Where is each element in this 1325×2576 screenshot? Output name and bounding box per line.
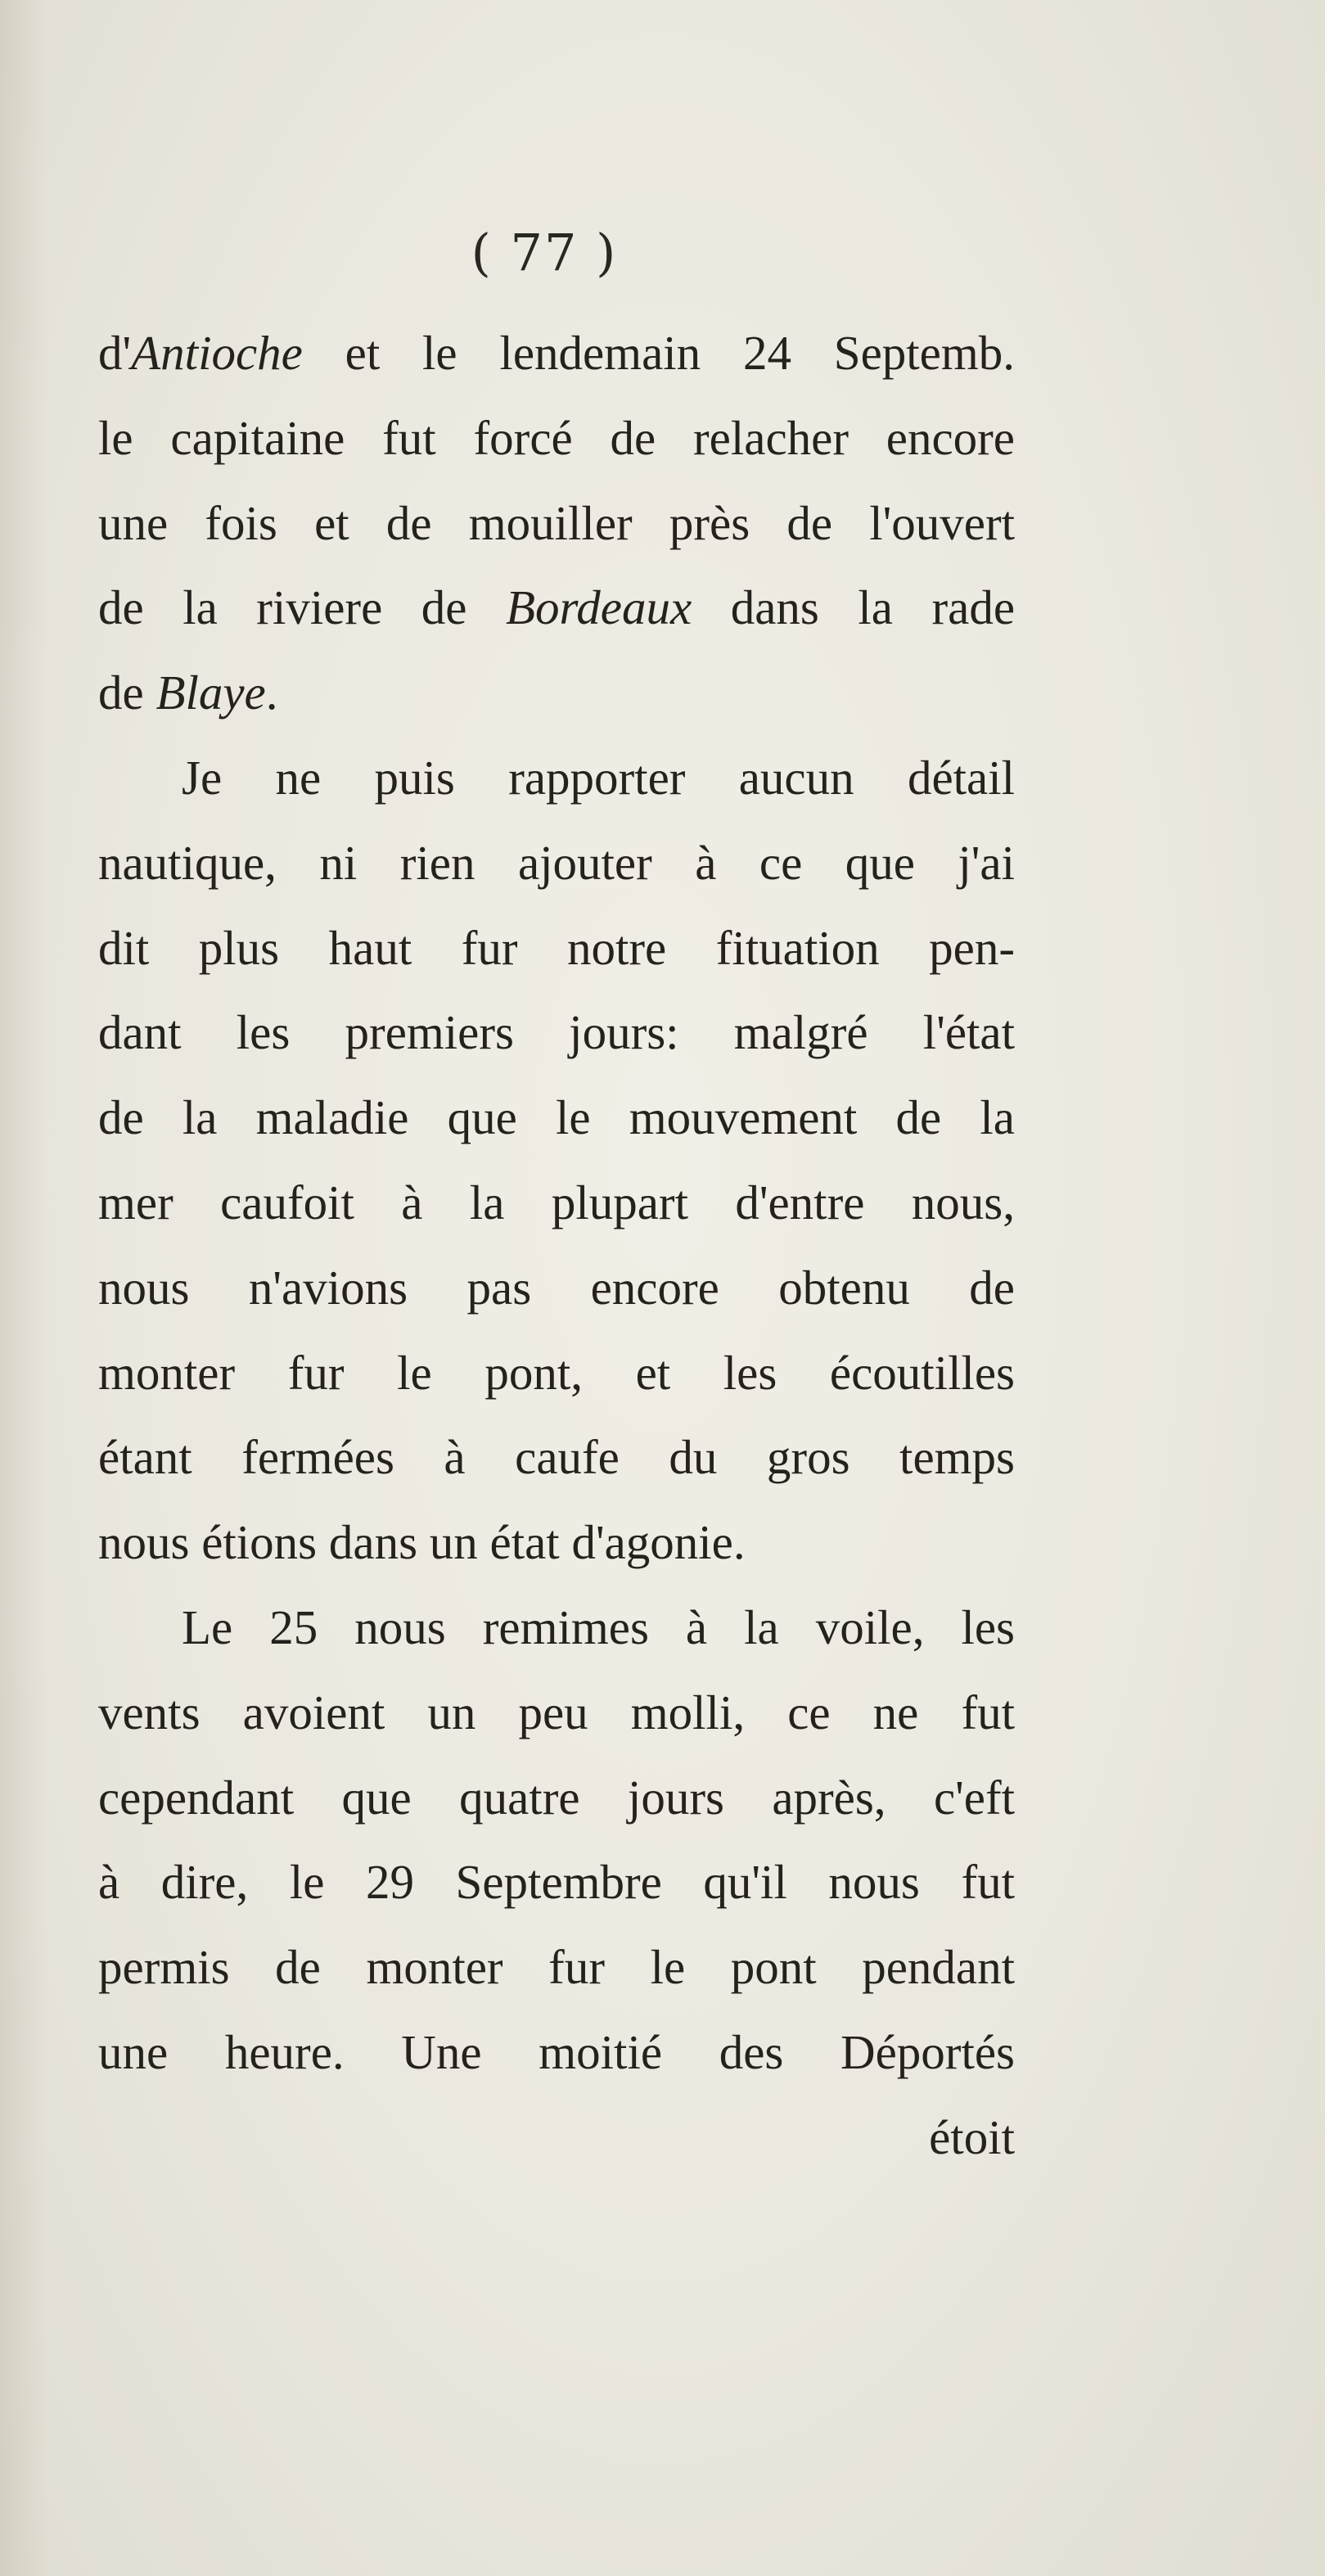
text-line-10: de la maladie que le mouvement de la (98, 1090, 1015, 1145)
text-line-6: Je ne puis rapporter aucun détail (182, 750, 1015, 805)
text-line-9: dant les premiers jours: malgré l'état (98, 1005, 1015, 1060)
text-line-20: permis de monter fur le pont pendant (98, 1940, 1015, 1995)
text-line-13: monter fur le pont, et les écoutilles (98, 1345, 1015, 1400)
text-line-2: le capitaine fut forcé de relacher encore (98, 410, 1015, 465)
text-line-19: à dire, le 29 Septembre qu'il nous fut (98, 1855, 1015, 1910)
text-line-3: une fois et de mouiller près de l'ouvert (98, 495, 1015, 550)
body-text (98, 311, 1015, 2181)
text-line-12: nous n'avions pas encore obtenu de (98, 1260, 1015, 1315)
text-line-14: étant fermées à caufe du gros temps (98, 1430, 1015, 1485)
text-line-15: nous étions dans un état d'agonie. (98, 1515, 746, 1570)
catchword: étoit (929, 2109, 1015, 2164)
text-line-21: une heure. Une moitié des Déportés (98, 2024, 1015, 2079)
text-line-18: cependant que quatre jours après, c'eft (98, 1770, 1015, 1825)
text-line-7: nautique, ni rien ajouter à ce que j'ai (98, 835, 1015, 890)
text-line-16: Le 25 nous remimes à la voile, les (182, 1599, 1015, 1654)
text-line-4: de la riviere de Bordeaux dans la rade (98, 580, 1016, 635)
text-line-11: mer caufoit à la plupart d'entre nous, (98, 1175, 1015, 1229)
text-line-17: vents avoient un peu molli, ce ne fut (98, 1685, 1015, 1739)
text-line-8: dit plus haut fur notre fituation pen- (98, 920, 1015, 975)
text-line-5: de Blaye. (98, 665, 278, 720)
page-number: ( 77 ) (471, 223, 618, 282)
text-line-1: d'Antioche et le lendemain 24 Septemb. (98, 326, 1015, 380)
